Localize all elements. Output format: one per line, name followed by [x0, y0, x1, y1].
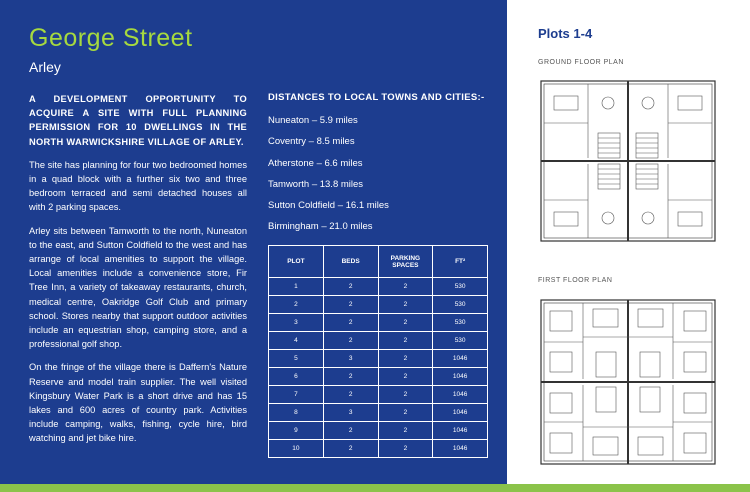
page-title: George Street — [29, 24, 193, 52]
cell-plot: 10 — [269, 440, 324, 458]
cell-plot: 4 — [269, 332, 324, 350]
header-beds: BEDS — [323, 246, 378, 278]
cell-area: 1046 — [433, 350, 488, 368]
description-column — [29, 92, 247, 455]
cell-beds: 2 — [323, 440, 378, 458]
table-row — [269, 422, 488, 440]
distance-item: Atherstone – 6.6 miles — [268, 157, 363, 169]
header-parking: PARKING SPACES — [378, 246, 433, 278]
table-row — [269, 350, 488, 368]
cell-area: 1046 — [433, 368, 488, 386]
plots-table — [268, 245, 488, 458]
table-row — [269, 278, 488, 296]
plans-title: Plots 1-4 — [538, 26, 593, 41]
distance-item: Birmingham – 21.0 miles — [268, 221, 373, 233]
cell-area: 1046 — [433, 386, 488, 404]
cell-plot: 8 — [269, 404, 324, 422]
ground-floor-plan — [538, 78, 718, 244]
distances-heading: DISTANCES TO LOCAL TOWNS AND CITIES:- — [268, 92, 485, 103]
cell-area: 530 — [433, 314, 488, 332]
first-floor-plan — [538, 297, 718, 467]
cell-beds: 2 — [323, 314, 378, 332]
cell-area: 530 — [433, 278, 488, 296]
cell-beds: 3 — [323, 350, 378, 368]
amenities-paragraph: Arley sits between Tamworth to the north, Nuneaton to the east, and Sutton Coldfield to the west and has arrange of local amenities to support the village. Local amenities include a convenience store, Fir Tree Inn, a variety of takeaway restaurants, church, medical centre, Oakridge Golf Club and primary school. Stores nearby that support outdoor activities include an equestrian shop, camping store, and a professional golf shop. — [29, 225, 247, 350]
distances-section — [268, 92, 490, 238]
cell-area: 530 — [433, 332, 488, 350]
cell-plot: 2 — [269, 296, 324, 314]
table-row — [269, 368, 488, 386]
cell-beds: 2 — [323, 422, 378, 440]
cell-plot: 1 — [269, 278, 324, 296]
cell-area: 1046 — [433, 404, 488, 422]
cell-plot: 3 — [269, 314, 324, 332]
cell-plot: 7 — [269, 386, 324, 404]
table-row — [269, 314, 488, 332]
table-header-row — [269, 246, 488, 278]
header-area: FT² — [433, 246, 488, 278]
cell-beds: 2 — [323, 386, 378, 404]
cell-parking: 2 — [378, 386, 433, 404]
cell-beds: 2 — [323, 296, 378, 314]
table-row — [269, 296, 488, 314]
cell-beds: 2 — [323, 332, 378, 350]
intro-lead: A DEVELOPMENT OPPORTUNITY TO ACQUIRE A SITE WITH FULL PLANNING PERMISSION FOR 10 DWELLINGS IN THE NORTH WARWICKSHIRE VILLAGE OF ARLEY. — [29, 94, 247, 147]
cell-parking: 2 — [378, 350, 433, 368]
cell-plot: 6 — [269, 368, 324, 386]
distance-item: Coventry – 8.5 miles — [268, 136, 355, 148]
cell-area: 1046 — [433, 440, 488, 458]
distance-item: Tamworth – 13.8 miles — [268, 178, 364, 190]
intro-paragraph: The site has planning for four two bedroomed homes in a quad block with a further six two and three bedroom terraced and semi detached houses all with 2 parking spaces. — [29, 159, 247, 213]
cell-beds: 2 — [323, 368, 378, 386]
cell-parking: 2 — [378, 296, 433, 314]
nature-paragraph: On the fringe of the village there is Daffern's Nature Reserve and model train supplier. The well visited Kingsbury Water Park is a short drive and has 15 lakes and 600 acres of country park. Activities include camping, walks, fishing, cycle hire, bird watching and jet bike hire. — [29, 362, 247, 444]
cell-parking: 2 — [378, 440, 433, 458]
footer-bar — [0, 484, 750, 492]
cell-plot: 5 — [269, 350, 324, 368]
cell-parking: 2 — [378, 332, 433, 350]
cell-beds: 3 — [323, 404, 378, 422]
first-floor-label: FIRST FLOOR PLAN — [538, 277, 613, 284]
cell-parking: 2 — [378, 422, 433, 440]
table-row — [269, 440, 488, 458]
table-row — [269, 404, 488, 422]
cell-area: 1046 — [433, 422, 488, 440]
cell-parking: 2 — [378, 404, 433, 422]
header-plot: PLOT — [269, 246, 324, 278]
cell-parking: 2 — [378, 278, 433, 296]
table-row — [269, 386, 488, 404]
cell-plot: 9 — [269, 422, 324, 440]
distance-item: Sutton Coldfield – 16.1 miles — [268, 200, 389, 212]
cell-area: 530 — [433, 296, 488, 314]
page-subtitle: Arley — [29, 59, 61, 75]
cell-parking: 2 — [378, 314, 433, 332]
distance-item: Nuneaton – 5.9 miles — [268, 115, 358, 126]
cell-parking: 2 — [378, 368, 433, 386]
ground-floor-label: GROUND FLOOR PLAN — [538, 59, 624, 66]
cell-beds: 2 — [323, 278, 378, 296]
table-row — [269, 332, 488, 350]
